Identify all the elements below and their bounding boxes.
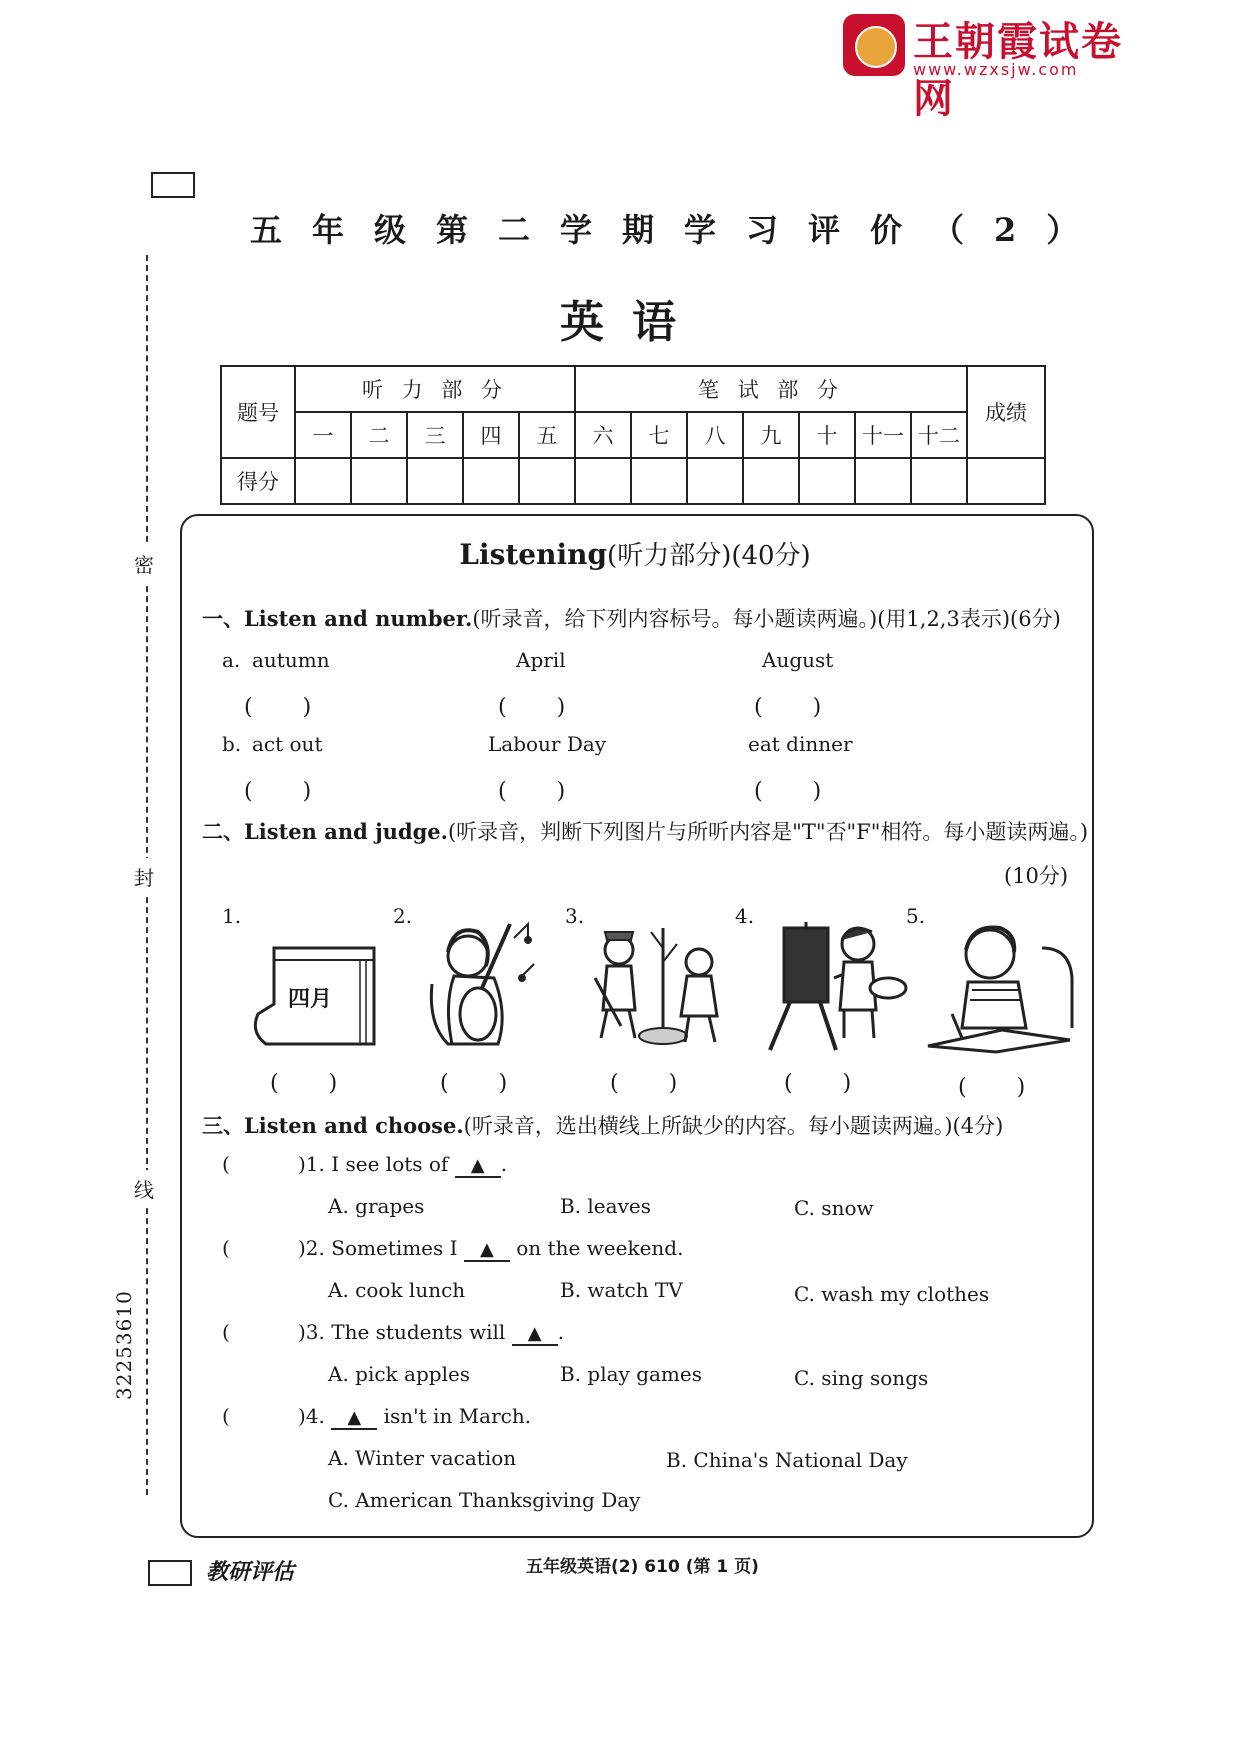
calendar-text: 四月 (288, 986, 333, 1012)
score-cell[interactable] (855, 458, 911, 504)
listening-title-cn: (听力部分)(40分) (607, 541, 811, 571)
side-char-feng: 封 (134, 858, 154, 895)
q2-answer-5[interactable]: ( ) (958, 1075, 1028, 1100)
q3-label: 三、Listen and choose. (202, 1113, 464, 1138)
logo-badge-icon (843, 14, 905, 76)
q3-item-4-bracket[interactable]: ( (222, 1404, 230, 1428)
q3-item-2-pre: )2. Sometimes I (298, 1236, 458, 1260)
q3-3-option-c[interactable]: C. sing songs (794, 1366, 929, 1390)
calendar-icon (246, 944, 380, 1052)
q3-item-3-blank: ▲ (512, 1324, 558, 1346)
q2-answer-4[interactable]: ( ) (784, 1071, 854, 1096)
q3-4-option-a[interactable]: A. Winter vacation (328, 1446, 517, 1470)
q3-item-2-blank: ▲ (464, 1240, 510, 1262)
q2-heading (202, 816, 1088, 846)
score-cell[interactable] (687, 458, 743, 504)
q1-row-a-prefix: a. (222, 648, 241, 672)
q2-label: 二、Listen and judge. (202, 819, 448, 844)
site-logo (843, 10, 1153, 122)
score-cell[interactable] (631, 458, 687, 504)
q2-num-5: 5. (906, 904, 926, 928)
q1-a-answer-2[interactable]: ( ) (498, 695, 568, 720)
score-cell[interactable] (295, 458, 351, 504)
children-planting-tree-icon (585, 918, 735, 1054)
qnum-11: 十一 (855, 412, 911, 458)
row-label-score: 得分 (221, 458, 295, 504)
score-cell[interactable] (351, 458, 407, 504)
q3-item-3-pre: )3. The students will (298, 1320, 506, 1344)
qnum-5: 五 (519, 412, 575, 458)
q1-label: 一、Listen and number. (202, 606, 473, 631)
total-header: 成绩 (967, 366, 1045, 458)
footer-left-text: 教研评估 (206, 1559, 295, 1585)
side-code: 32253610 (112, 1290, 136, 1400)
row-label-question: 题号 (221, 366, 295, 458)
total-score-cell[interactable] (967, 458, 1045, 504)
qnum-2: 二 (351, 412, 407, 458)
score-table (220, 365, 1046, 505)
boy-painting-icon (760, 918, 910, 1054)
score-cell[interactable] (407, 458, 463, 504)
q1-row-b-prefix: b. (222, 732, 242, 756)
score-cell[interactable] (799, 458, 855, 504)
side-char-xian: 线 (134, 1170, 154, 1207)
listening-title-en: Listening (459, 538, 608, 571)
q3-instruction: (听录音，选出横线上所缺少的内容。每小题读两遍。)(4分) (463, 1114, 1004, 1138)
logo-name: 王朝霞试卷网 (913, 19, 1123, 122)
q2-answer-3[interactable]: ( ) (610, 1071, 680, 1096)
q3-1-option-c[interactable]: C. snow (794, 1196, 874, 1220)
qnum-12: 十二 (911, 412, 967, 458)
q2-num-3: 3. (565, 904, 585, 928)
q1-a-item-3: August (762, 648, 834, 672)
q3-item-1 (222, 1152, 507, 1178)
q1-b-item-1: act out (252, 732, 323, 756)
q2-num-4: 4. (735, 904, 755, 928)
q3-item-2-bracket[interactable]: ( (222, 1236, 230, 1260)
q1-b-item-3: eat dinner (748, 732, 853, 756)
q3-3-option-a[interactable]: A. pick apples (328, 1362, 471, 1386)
q2-score: (10分) (1004, 864, 1069, 888)
q1-heading (202, 603, 1061, 633)
qnum-7: 七 (631, 412, 687, 458)
boy-writing-icon (922, 918, 1076, 1054)
q1-a-item-2: April (516, 648, 566, 672)
score-cell[interactable] (743, 458, 799, 504)
q3-2-option-a[interactable]: A. cook lunch (328, 1278, 466, 1302)
q3-item-3 (222, 1320, 564, 1346)
listening-part-header: 听 力 部 分 (295, 366, 575, 412)
q3-item-2-post: on the weekend. (516, 1236, 684, 1260)
qnum-9: 九 (743, 412, 799, 458)
footer-page-info: 五年级英语(2) 610 (第 1 页) (526, 1557, 759, 1577)
q3-1-option-b[interactable]: B. leaves (560, 1194, 651, 1218)
qnum-10: 十 (799, 412, 855, 458)
q3-item-1-blank: ▲ (455, 1156, 501, 1178)
footer-box (148, 1560, 192, 1586)
q3-4-option-b[interactable]: B. China's National Day (666, 1448, 908, 1472)
q2-answer-1[interactable]: ( ) (270, 1071, 340, 1096)
q2-instruction: (听录音，判断下列图片与所听内容是"T"否"F"相符。每小题读两遍。) (447, 820, 1089, 844)
side-char-mi: 密 (134, 545, 154, 582)
q3-1-option-a[interactable]: A. grapes (328, 1194, 425, 1218)
corner-box (151, 172, 195, 198)
qnum-4: 四 (463, 412, 519, 458)
q3-item-1-bracket[interactable]: ( (222, 1152, 230, 1176)
listening-title (180, 535, 1090, 572)
qnum-1: 一 (295, 412, 351, 458)
q1-a-answer-1[interactable]: ( ) (244, 695, 314, 720)
q1-b-answer-1[interactable]: ( ) (244, 779, 314, 804)
q1-a-item-1: autumn (252, 648, 330, 672)
q3-4-option-c[interactable]: C. American Thanksgiving Day (328, 1488, 641, 1512)
score-cell[interactable] (575, 458, 631, 504)
qnum-8: 八 (687, 412, 743, 458)
logo-url: www.wzxsjw.com (913, 60, 1079, 79)
qnum-6: 六 (575, 412, 631, 458)
q3-item-4 (222, 1404, 531, 1430)
subject-title: 英语 (560, 297, 704, 348)
q3-heading (202, 1110, 1003, 1140)
score-cell[interactable] (911, 458, 967, 504)
q3-item-4-post: isn't in March. (383, 1404, 532, 1428)
page-title: 五年级第二学期学习评价（2） (250, 211, 1109, 249)
q3-item-3-post: . (557, 1320, 565, 1344)
score-cell[interactable] (519, 458, 575, 504)
q3-2-option-b[interactable]: B. watch TV (560, 1278, 683, 1302)
q3-item-4-blank: ▲ (331, 1408, 377, 1430)
qnum-3: 三 (407, 412, 463, 458)
q2-answer-2[interactable]: ( ) (440, 1071, 510, 1096)
q2-num-1: 1. (222, 904, 242, 928)
girl-playing-pipa-icon (418, 904, 556, 1054)
q1-a-answer-3[interactable]: ( ) (754, 695, 824, 720)
q2-num-2: 2. (393, 904, 413, 928)
q3-3-option-b[interactable]: B. play games (560, 1362, 702, 1386)
q1-b-answer-2[interactable]: ( ) (498, 779, 568, 804)
q1-instruction: (听录音，给下列内容标号。每小题读两遍。)(用1,2,3表示)(6分) (472, 607, 1061, 631)
q3-item-4-pre: )4. (298, 1404, 325, 1428)
q1-b-answer-3[interactable]: ( ) (754, 779, 824, 804)
score-cell[interactable] (463, 458, 519, 504)
q1-b-item-2: Labour Day (488, 732, 607, 756)
written-part-header: 笔 试 部 分 (575, 366, 967, 412)
q3-2-option-c[interactable]: C. wash my clothes (794, 1282, 990, 1306)
q3-item-1-pre: )1. I see lots of (298, 1152, 449, 1176)
q3-item-2 (222, 1236, 683, 1262)
q3-item-3-bracket[interactable]: ( (222, 1320, 230, 1344)
q3-item-1-post: . (500, 1152, 508, 1176)
